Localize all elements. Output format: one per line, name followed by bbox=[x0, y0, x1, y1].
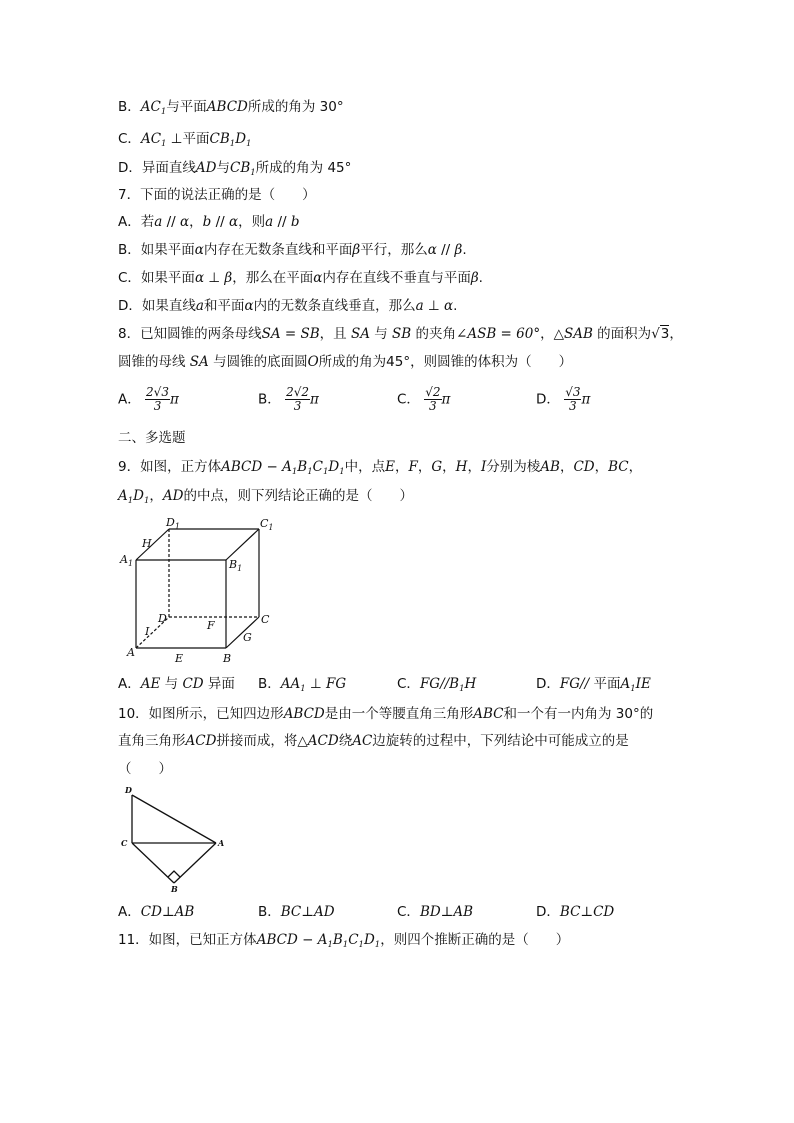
q10-stem-line2: 直角三角形ACD拼接而成，将△ACD绕AC边旋转的过程中，下列结论中可能成立的是 bbox=[118, 733, 629, 749]
q9-option-b: B．$AA_1$ ⊥ FG bbox=[258, 676, 347, 694]
q6-option-d: D．异面直线AD与$CB_1$所成的角为 45° bbox=[118, 160, 352, 178]
label-d1: $D_1$ bbox=[166, 516, 180, 531]
q9-stem-line2: $A_1D_1$，AD的中点，则下列结论正确的是（ ） bbox=[118, 488, 413, 506]
fraction: $\frac{√3}{3}$ bbox=[565, 385, 581, 413]
label-a: A bbox=[127, 646, 135, 659]
q10-option-b: B．BC⊥AD bbox=[258, 904, 335, 920]
q10-option-c: C．BD⊥AB bbox=[397, 904, 474, 920]
q8-option-a: A． $\frac{2√3}{3}$ π bbox=[118, 385, 179, 413]
q10-stem-line1: 10．如图所示，已知四边形ABCD是由一个等腰直角三角形ABC和一个有一内角为 30°的 bbox=[118, 706, 654, 722]
label-i: I bbox=[145, 625, 150, 638]
label-c1: $C_1$ bbox=[260, 517, 274, 532]
q9-option-c: C．$FG//B_1H$ bbox=[397, 676, 477, 694]
fraction: $\frac{2√3}{3}$ bbox=[146, 385, 169, 413]
label-d: D bbox=[158, 612, 167, 625]
fraction: $\frac{2√2}{3}$ bbox=[286, 385, 309, 413]
label-a: A bbox=[218, 838, 225, 848]
label-f: F bbox=[207, 619, 215, 632]
quadrilateral-figure bbox=[118, 782, 233, 894]
fraction: $\frac{√2}{3}$ bbox=[425, 385, 441, 413]
label-g: G bbox=[243, 631, 252, 644]
q10-option-d: D．BC⊥CD bbox=[536, 904, 615, 920]
cube-figure bbox=[118, 512, 288, 667]
label-a1: $A_1$ bbox=[120, 553, 134, 568]
q9-option-d: D．FG// 平面$A_1IE$ bbox=[536, 676, 651, 694]
q8-stem-line2: 圆锥的母线 SA 与圆锥的底面圆O所成的角为45°，则圆锥的体积为（ ） bbox=[118, 354, 573, 370]
label-e: E bbox=[175, 652, 184, 665]
q7-option-b: B．如果平面α内存在无数条直线和平面β平行，那么α // β. bbox=[118, 242, 467, 258]
q10-stem-line3: （ ） bbox=[118, 761, 172, 777]
q7-option-d: D．如果直线a和平面α内的无数条直线垂直，那么a ⊥ α. bbox=[118, 298, 458, 314]
label-d: D bbox=[125, 785, 132, 795]
q8-option-d: D． $\frac{√3}{3}$ π bbox=[536, 385, 591, 413]
q8-stem-line1: 8．已知圆锥的两条母线SA = SB，且 SA 与 SB 的夹角∠ASB = 60°，△SAB 的面积为√3， bbox=[118, 326, 683, 342]
q7-option-c: C．如果平面α ⊥ β，那么在平面α内存在直线不垂直与平面β. bbox=[118, 270, 483, 286]
label-h: H bbox=[142, 537, 152, 550]
q6-option-b: B．$AC_1$与平面ABCD所成的角为 30° bbox=[118, 99, 344, 117]
q9-stem-line1: 9．如图，正方体ABCD − $A_1B_1C_1D_1$中，点E，F，G，H，I分别为棱AB，CD，BC， bbox=[118, 459, 643, 477]
q10-option-a: A．CD⊥AB bbox=[118, 904, 195, 920]
q11-stem: 11．如图，已知正方体ABCD − $A_1B_1C_1D_1$，则四个推断正确的是（ ） bbox=[118, 932, 570, 950]
q7-option-a: A．若a // α，b // α，则a // b bbox=[118, 214, 300, 230]
q7-stem: 7．下面的说法正确的是（ ） bbox=[118, 187, 316, 203]
q8-option-b: B． $\frac{2√2}{3}$ π bbox=[258, 385, 319, 413]
q8-option-c: C． $\frac{√2}{3}$ π bbox=[397, 385, 451, 413]
label-c: C bbox=[121, 838, 128, 848]
label-b1: $B_1$ bbox=[229, 558, 243, 573]
label-b: B bbox=[171, 884, 178, 894]
q6-option-c: C．$AC_1$ ⊥平面$CB_1D_1$ bbox=[118, 131, 252, 149]
q9-option-a: A．AE 与 CD 异面 bbox=[118, 676, 235, 692]
label-c: C bbox=[261, 613, 270, 626]
label-b: B bbox=[223, 652, 232, 665]
section-heading: 二、多选题 bbox=[118, 430, 186, 446]
